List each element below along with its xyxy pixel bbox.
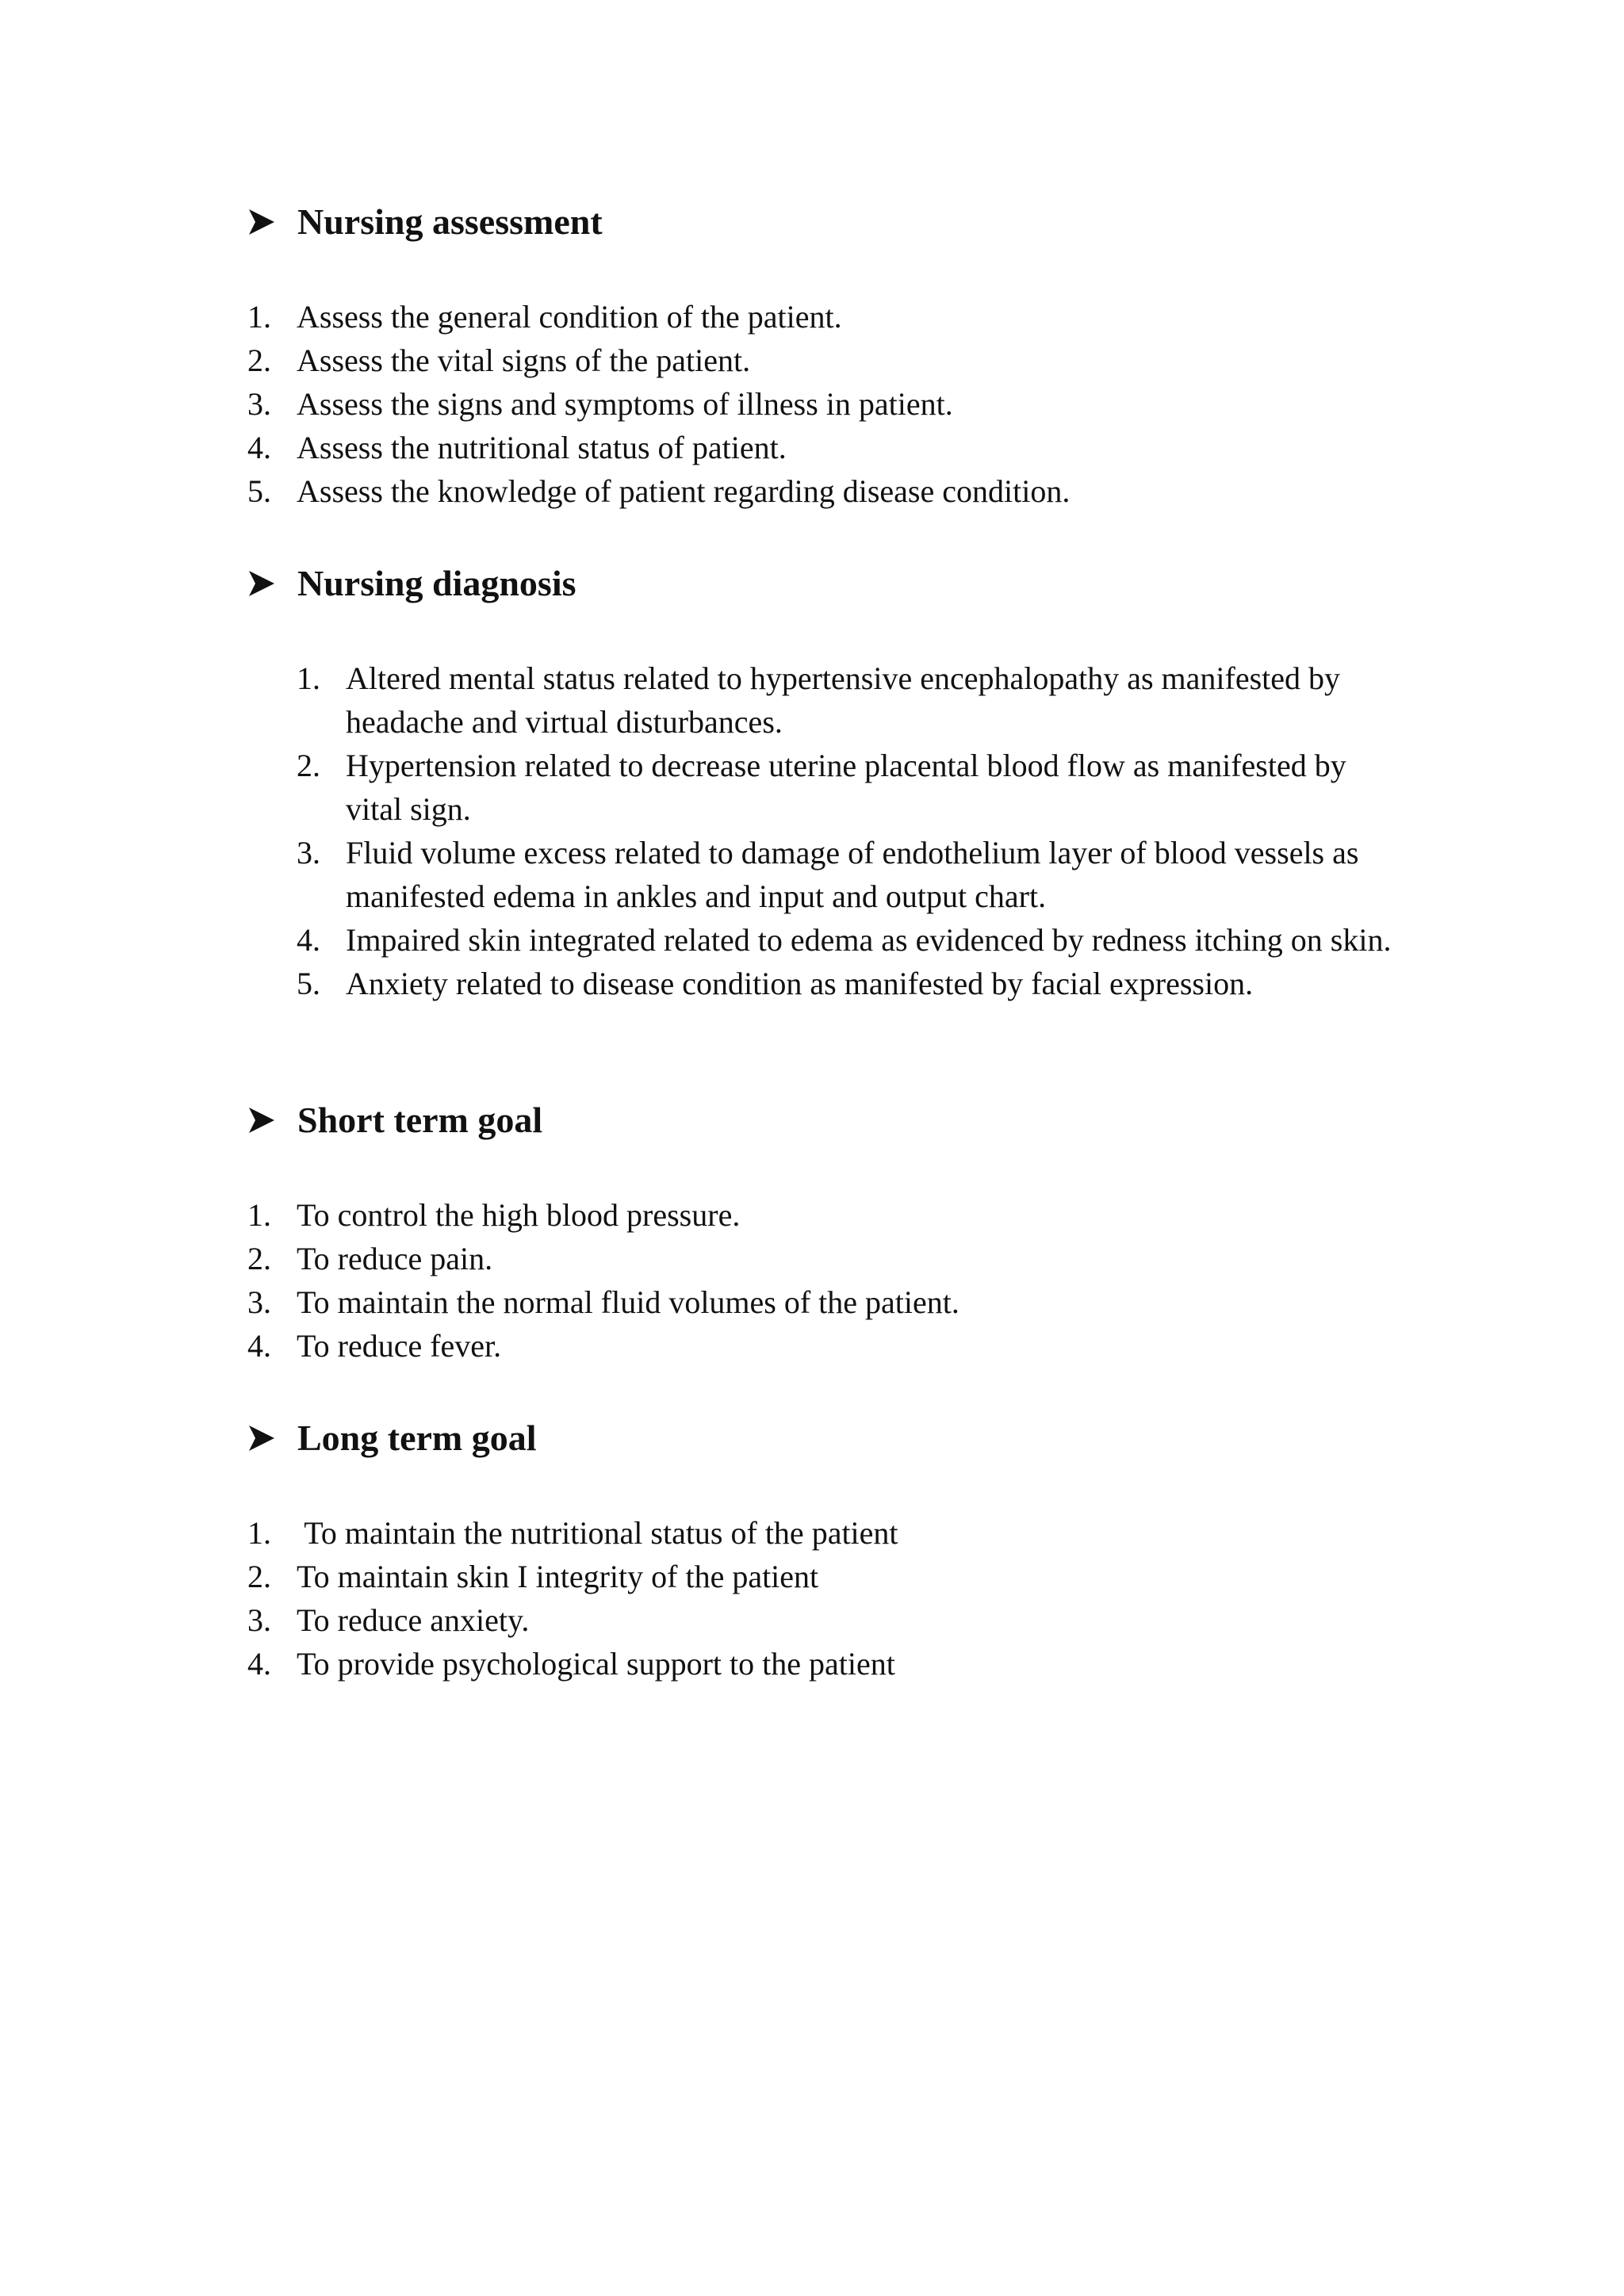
- short-term-goal-list: [247, 1193, 959, 1368]
- item-text: Assess the vital signs of the patient.: [297, 342, 751, 378]
- list-item: [247, 1280, 959, 1324]
- list-item: [247, 295, 1070, 339]
- heading-text: Short term goal: [297, 1100, 543, 1140]
- item-text: Assess the general condition of the patient.: [297, 299, 842, 335]
- diagnosis-list: [297, 656, 1400, 1005]
- item-text: To maintain the nutritional status of the patient: [297, 1515, 898, 1551]
- item-text: To maintain the normal fluid volumes of the patient.: [297, 1284, 959, 1320]
- item-number: 3.: [297, 835, 320, 871]
- section-heading: [246, 1414, 537, 1462]
- arrowhead-bullet-icon: [246, 206, 278, 238]
- section-heading: [246, 198, 603, 246]
- item-number: 2.: [247, 342, 271, 378]
- item-text: Hypertension related to decrease uterine placental blood flow as manifested by vital sign.: [346, 748, 1346, 827]
- assessment-list: [247, 295, 1071, 513]
- item-text: Impaired skin integrated related to edema as evidenced by redness itching on skin.: [346, 922, 1392, 958]
- item-number: 1.: [297, 660, 320, 696]
- item-number: 3.: [247, 1284, 271, 1320]
- list-item: [247, 1598, 898, 1642]
- item-number: 5.: [297, 966, 320, 1001]
- list-item: [247, 426, 1070, 469]
- item-number: 1.: [247, 299, 271, 335]
- item-text: To reduce pain.: [297, 1241, 493, 1276]
- item-number: 4.: [247, 1328, 271, 1364]
- item-number: 2.: [297, 748, 320, 783]
- item-number: 3.: [247, 386, 271, 422]
- item-number: 1.: [247, 1197, 271, 1233]
- list-item: [247, 1193, 959, 1237]
- list-item: [247, 1511, 898, 1555]
- list-item: [247, 382, 1070, 426]
- item-text: Fluid volume excess related to damage of endothelium layer of blood vessels as manifested edema in ankles and input and output chart.: [346, 835, 1359, 914]
- arrowhead-bullet-icon: [246, 1422, 278, 1454]
- item-text: To provide psychological support to the patient: [297, 1646, 895, 1682]
- heading-text: Long term goal: [297, 1418, 537, 1458]
- item-number: 4.: [247, 430, 271, 465]
- item-number: 5.: [247, 473, 271, 509]
- item-text: Assess the nutritional status of patient.: [297, 430, 787, 465]
- item-text: Altered mental status related to hypertensive encephalopathy as manifested by headache and virtual disturbances.: [346, 660, 1341, 740]
- item-number: 4.: [247, 1646, 271, 1682]
- item-text: To reduce anxiety.: [297, 1602, 530, 1638]
- list-item: [247, 1642, 898, 1686]
- list-item: [247, 1324, 959, 1368]
- item-number: 2.: [247, 1559, 271, 1594]
- item-number: 1.: [247, 1515, 271, 1551]
- list-item: [247, 1555, 898, 1598]
- list-item: [247, 339, 1070, 382]
- item-text: Anxiety related to disease condition as manifested by facial expression.: [346, 966, 1254, 1001]
- list-item: [297, 962, 1400, 1005]
- item-text: Assess the signs and symptoms of illness in patient.: [297, 386, 953, 422]
- list-item: [297, 831, 1400, 918]
- arrowhead-bullet-icon: [246, 568, 278, 599]
- heading-text: Nursing assessment: [297, 201, 603, 242]
- item-number: 3.: [247, 1602, 271, 1638]
- item-number: 2.: [247, 1241, 271, 1276]
- heading-text: Nursing diagnosis: [297, 563, 576, 603]
- long-term-goal-list: [247, 1511, 898, 1686]
- arrowhead-bullet-icon: [246, 1104, 278, 1136]
- item-text: To reduce fever.: [297, 1328, 502, 1364]
- list-item: [247, 1237, 959, 1280]
- item-text: To maintain skin I integrity of the patient: [297, 1559, 819, 1594]
- section-heading: [246, 560, 576, 607]
- item-text: To control the high blood pressure.: [297, 1197, 741, 1233]
- item-number: 4.: [297, 922, 320, 958]
- section-heading: [246, 1096, 542, 1144]
- list-item: [297, 918, 1400, 962]
- list-item: [297, 656, 1400, 744]
- list-item: [247, 469, 1071, 513]
- item-text: Assess the knowledge of patient regarding disease condition.: [297, 473, 1071, 509]
- list-item: [297, 744, 1400, 831]
